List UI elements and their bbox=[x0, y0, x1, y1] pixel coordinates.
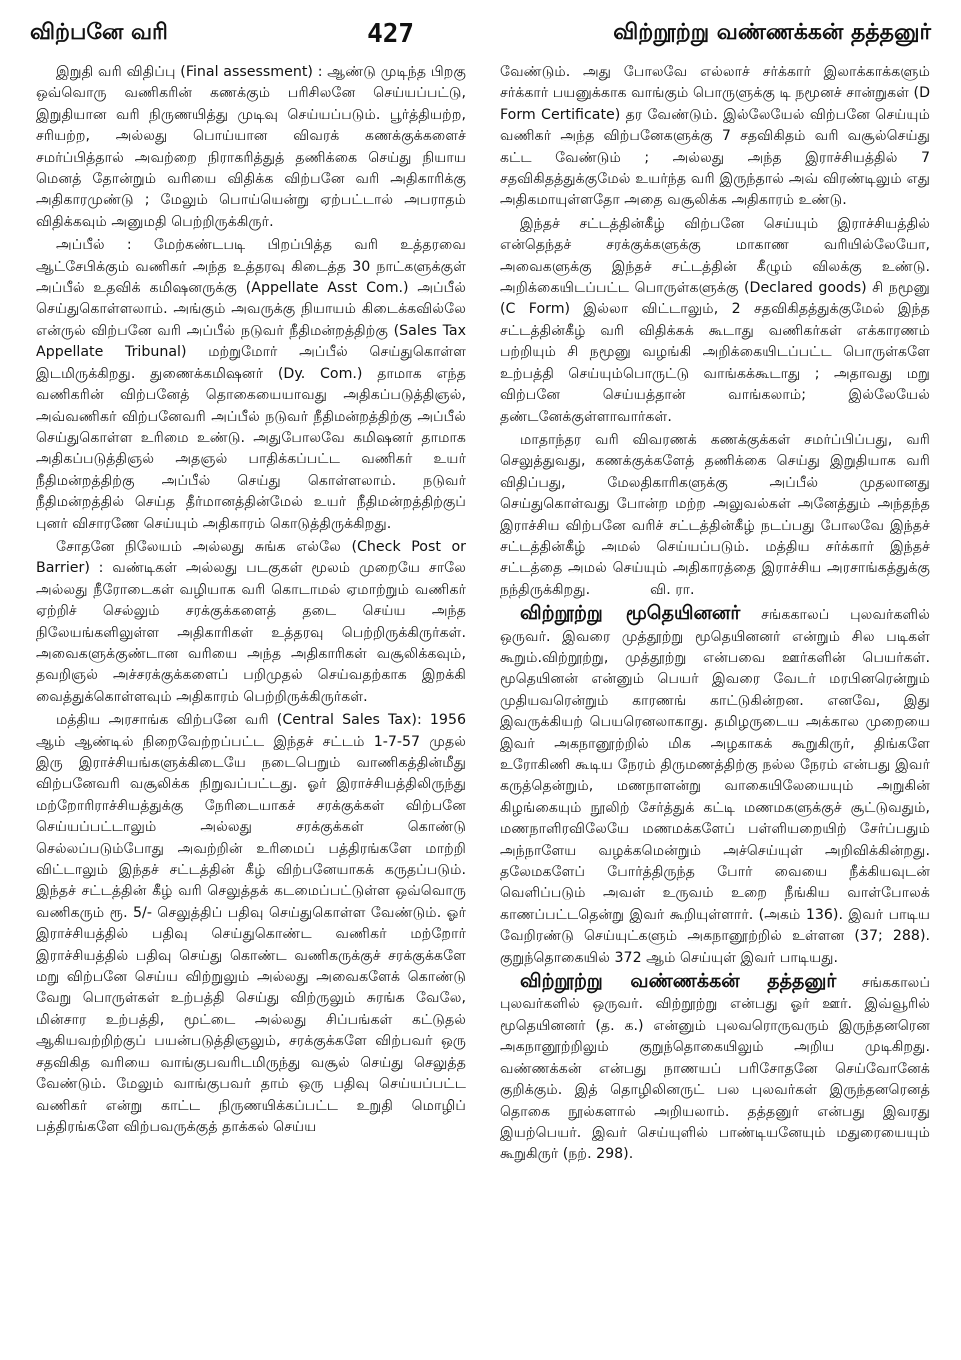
paragraph bbox=[36, 62, 466, 233]
entry-term: மத்திய அரசாங்க விற்பனே வரி (Central Sales Tax): bbox=[56, 712, 422, 729]
entry-text: மாதாந்தர வரி விவரணக் கணக்குக்கள் சமர்ப்பிப்பது, வரி செலுத்துவது, கணக்குக்களேத் தணிக்கை செய்து இறுதியாக வரி விதிப்பது, மேலதிகாரிகளுக்கு அப்பீல் முதலானது செய்துகொள்வது போன்ற மற்ற அலுவல்கள் அனேத்தும் அந்தந்த இராச்சிய விற்பனே வரிச் சட்டத்தின்கீழ் நடப்பது போலவே இந்தச் சட்டத்தின்கீழ் அமல் செய்யப்படும். மத்திய சர்க்கார் இந்தச் சட்டத்தை அமல் செய்யும் அதிகாரத்தை இராச்சிய அரசாங்கத்துக்கு நந்திருக்கிறது. bbox=[500, 431, 930, 598]
right-column bbox=[500, 62, 930, 1352]
paragraph bbox=[500, 214, 930, 428]
entry-term: இறுதி வரி விதிப்பு (Final assessment) : bbox=[56, 64, 323, 80]
entry-title: விற்றூற்று மூதெயினனர் bbox=[520, 602, 741, 625]
entry-text: வண்டிகள் அல்லது படகுகள் மூலம் முறையே சாலே அல்லது நீரோடைகள் வழியாக வரி கொடாமல் ஏமாற்றும் வணிகர் ஏற்றிச் செல்லும் சரக்குக்களைத் தடை செய்ய அந்த நிலேயங்களிலுள்ள அதிகாரிகள் உத்தரவு பெற்றிருக்கிருர்கள். அவைகளுக்குண்டான வரியை அந்த அதிகாரிகள் வசூலிக்கவும், தவறிஞல் அச்சரக்குக்களைப் பறிமுதல் செய்வதற்காக இறக்கி வைத்துக்கொள்ளவும் அதிகாரம் பெற்றிருக்கிருர்கள். bbox=[36, 560, 466, 705]
entry-text: 1956 ஆம் ஆண்டில் நிறைவேற்றப்பட்ட இந்தச் சட்டம் 1-7-57 முதல் இரு இராச்சியங்களுக்கிடையே நடைபெறும் வாணிகத்தின்மீது விற்பனேவரி வசூலிக்க நிறுவப்பட்டது. ஓர் இராச்சியத்திலிருந்து மற்றோரிராச்சியத்துக்கு நேரிடையாகச் சரக்குக்கள் விற்பனே செய்யப்பட்டாலும் அல்லது சரக்குக்கள் கொண்டு செல்லப்படும்போது அவற்றின் உரிமைப் பத்திரங்களே மாற்றி விட்டாலும் இந்தச் சட்டத்தின் கீழ் விற்பனேயாகக் கருதப்படும். இந்தச் சட்டத்தின் கீழ் வரி செலுத்தக் கடமைப்பட்டுள்ள ஒவ்வொரு வணிகரும் ரூ. 5/- செலுத்திப் பதிவு செய்துகொள்ள வேண்டும். ஓர் இராச்சியத்தில் பதிவு செய்துகொண்ட வணிகர் மற்றோர் இராச்சியத்தில் பதிவு செய்து கொண்ட வணிகருக்குச் சரக்குக்களே மறு விற்பனே செய்ய விற்றுலும் அல்லது அவைகளேக் கொண்டு வேறு பொருள்கள் உற்பத்தி செய்து விற்ருலும் சுரங்க வேலே, மின்சார உற்பத்தி, மூட்டை அல்லது சிப்பங்கள் கட்டுதல் ஆகியவற்றிற்குப் பயன்படுத்திஞலும், சரக்குக்களே விற்பவர் ஒரு சதவிகித வரியை வாங்குபவரிடமிருந்து வசூல் செய்து செலுத்த வேண்டும். மேலும் வாங்குபவர் தாம் ஒரு பதிவு செய்யப்பட்ட வணிகர் என்று காட்ட நிருணயிக்கப்பட்ட உறுதி மொழிப் பத்திரங்களே விற்பவருக்குத் தாக்கல் செய்ய bbox=[36, 712, 466, 1135]
right-running-head: விற்றூற்று வண்ணக்கன் தத்தனுர் bbox=[613, 20, 931, 45]
entry-term: அப்பீல் : bbox=[56, 237, 132, 254]
page-header bbox=[30, 16, 931, 52]
paragraph bbox=[36, 537, 466, 708]
left-column bbox=[36, 62, 466, 1352]
paragraph bbox=[500, 430, 930, 601]
entry-text: ஆண்டு முடிந்த பிறகு ஒவ்வொரு வணிகரின் கணக்கும் பரிசிலனே செய்யப்பட்டு, இறுதியான வரி நிருணயித்து முடிவு செய்யப்படும். பூர்த்தியற்ற, சரியற்ற, அல்லது பொய்யான விவரக் கணக்குக்களைச் சமர்ப்பித்தால் அவற்றை நிராகரித்துத் தணிக்கை செய்து நியாய மெனத் தோன்றும் வரியை விதிக்க விற்பனே வரி அதிகாரிக்கு அதிகாரமுண்டு ; மேலும் பொய்யென்று ஏற்பட்டால் அபராதம் விதிக்கவும் அனுமதி பெற்றிருக்கிருர். bbox=[36, 64, 466, 230]
entry-text: சங்ககாலப் புலவர்களில் ஒருவர். விற்றூற்று என்பது ஓர் ஊர். இவ்வூரில் மூதெயினனர் (த. க.) என்னும் புலவரொருவரும் இருந்தனரென அகநானூற்றிலும் குறுந்தொகையிலும் அறிய முடிகிறது. வண்ணக்கன் என்பது நாணயப் பரிசோதனே செய்வோனேக் குறிக்கும். இத் தொழிலினருட் பல புலவர்கள் இருந்தனரெனத் தொகை நூல்களால் அறியலாம். தத்தனுர் என்பது இவரது இயற்பெயர். இவர் செய்யுளில் பாண்டியனேயும் மதுரையையும் கூறுகிருர் (நற். 298). bbox=[500, 975, 930, 1163]
author-signature: வி. ரா. bbox=[650, 581, 695, 598]
entry-text: மேற்கண்டபடி பிறப்பித்த வரி உத்தரவை ஆட்சேபிக்கும் வணிகர் அந்த உத்தரவு கிடைத்த 30 நாட்களுக்குள் அப்பீல் உதவிக் கமிஷனருக்கு (Appellate Asst Com.) அப்பீல் செய்துகொள்ளலாம். அங்கும் அவருக்கு நியாயம் கிடைக்கவில்லே என்ருல் விற்பனே வரி அப்பீல் நடுவர் நீதிமன்றத்திற்கு (Sales Tax Appellate Tribunal) மற்றுமோர் அப்பீல் செய்துகொள்ள இடமிருக்கிறது. துணைக்கமிஷனர் (Dy. Com.) தாமாக எந்த வணிகரின் விற்பனேத் தொகையையாவது அதிகப்படுத்திஞல், அவ்வணிகர் விற்பனேவரி அப்பீல் நடுவர் நீதிமன்றத்திற்கு அப்பீல் செய்துகொள்ள உரிமை உண்டு. அதுபோலவே கமிஷனர் தாமாக அதிகப்படுத்திஞல் அதஞல் பாதிக்கப்பட்ட வணிகர் உயர் நீதிமன்றத்திற்கு அப்பீல் செய்து கொள்ளலாம். நடுவர் நீதிமன்றத்தில் செய்த தீர்மானத்தின்மேல் உயர் நீதிமன்றத்திற்குப் புனர் விசாரணே செய்யும் அதிகாரம் கொடுத்திருக்கிறது. bbox=[36, 237, 466, 532]
entry-term: சோதனே நிலேயம் அல்லது சுங்க எல்லே (Check Post or Barrier) : bbox=[36, 538, 466, 577]
paragraph bbox=[36, 235, 466, 535]
paragraph bbox=[500, 62, 930, 212]
paragraph bbox=[500, 971, 930, 1166]
paragraph bbox=[500, 603, 930, 969]
entry-title: விற்றூற்று வண்ணக்கன் தத்தனுர் bbox=[520, 970, 837, 993]
entry-text: இந்தச் சட்டத்தின்கீழ் விற்பனே செய்யும் இராச்சியத்தில் என்தெந்தச் சரக்குக்களுக்கு மாகாண வரியில்லேயோ, அவைகளுக்கு இந்தச் சட்டத்தின் கீழும் விலக்கு உண்டு. அறிக்கையிடப்பட்ட பொருள்களுக்கு (Declared goods) சி நமூனு (C Form) இல்லா விட்டாலும், 2 சதவிகிதத்துக்குமேல் இந்த சட்டத்தின்கீழ் வரி விதிக்கக் கூடாது வணிகர்கள் எக்காரணம் பற்றியும் சி நமூனு வழங்கி அறிக்கையிடப்பட்ட பொருள்களே உற்பத்தி செய்யும்பொருட்டு வாங்கக்கூடாது ; அதாவது மறு விற்பனே செய்யத்தான் வாங்கலாம்; இல்லேயேல் தண்டனேக்குள்ளாவார்கள். bbox=[500, 215, 930, 425]
entry-text: வேண்டும். அது போலவே எல்லாச் சர்க்கார் இலாக்காக்களும் சர்க்கார் பயனுக்காக வாங்கும் பொருளுக்கு டி நமூனச் சான்றுகள் (D Form Certificate) தர வேண்டும். இல்லேயேல் விற்பனே செய்யும் வணிகர் அந்த விற்பனேகளுக்கு 7 சதவிகிதம் வரி வசூல்செய்து கட்ட வேண்டும் ; அல்லது அந்த இராச்சியத்தில் 7 சதவிகிதத்துக்குமேல் உயர்ந்த வரி இருந்தால் அவ் விரண்டிலும் எது அதிகமாயுள்ளதோ அதை வசூலிக்க அதிகாரம் உண்டு. bbox=[500, 64, 930, 209]
page-number: 427 bbox=[367, 19, 415, 49]
entry-text: சங்ககாலப் புலவர்களில் ஒருவர். இவரை முத்தூற்று மூதெயினனர் என்றும் சில படிகள் கூறும்.விற்றூற்று, முத்தூற்று என்பவை ஊர்களின் பெயர்கள். மூதெயினன் என்னும் பெயர் இவரை வேடர் மரபினரென்றும் முதியவரென்றும் காரணங் காட்டுகின்றன. எனவே, இது இவருக்கியற் பெயரெனலாகாது. தமிழருடைய அக்கால முறையை இவர் அகநானூற்றில் மிக அழகாகக் கூறுகிருர், திங்களே உரோகிணி கூடிய நேரம் திருமணத்திற்கு நல்ல நேரம் என்பது இவர் கருத்தென்றும், மணநாளன்று வாகையிலேயையும் அறுகின் கிழங்கையும் நூலிற் சேர்த்துக் கட்டி மணமகளுக்குச் சூட்டுவதும், மணநாளிரவிலேயே மணமக்களேப் பள்ளியறையிற் சேர்ப்பதும் அந்நாளேய வழக்கமென்றும் அச்செய்யுள் அறிவிக்கின்றது. தலேமகளேப் போர்த்திருந்த போர் வையை நீக்கியவுடன் வெளிப்படும் அவள் உருவம் உறை நீங்கிய வாள்போலக் காணப்பட்டதென்று இவர் கூறியுள்ளார். (அகம் 136). இவர் பாடிய வேறிரண்டு செய்யுட்களும் அகநானூற்றில் உள்ளன (37; 288). குறுந்தொகையில் 372 ஆம் செய்யுள் இவர் பாடியது. bbox=[500, 607, 930, 966]
left-running-head: விற்பனே வரி bbox=[30, 20, 168, 45]
paragraph bbox=[36, 710, 466, 1138]
